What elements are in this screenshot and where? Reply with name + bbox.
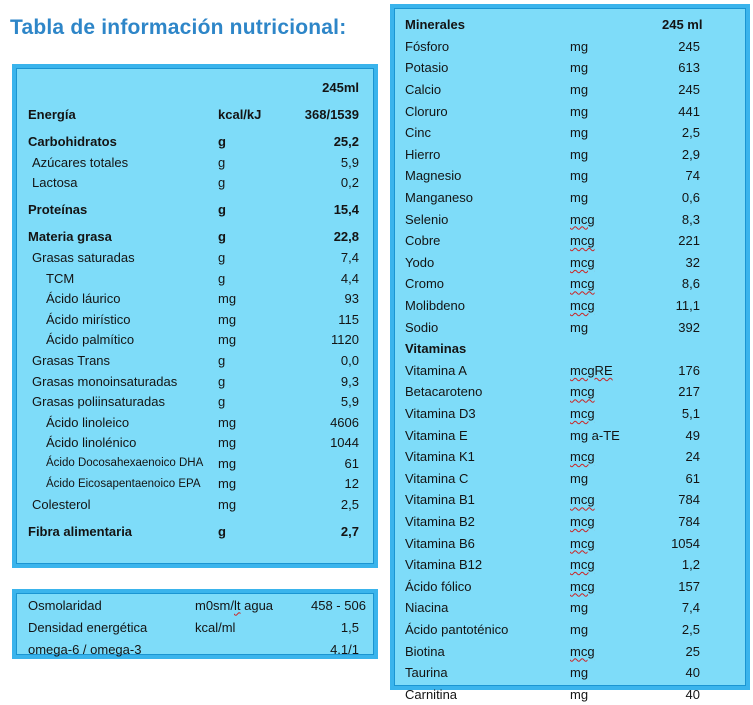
unit-cell: [570, 147, 662, 162]
value-cell: 7,4: [681, 600, 700, 616]
nutrient-label: Minerales: [405, 17, 465, 33]
value-cell: 5,9: [340, 394, 359, 410]
value-cell: 61: [344, 455, 359, 471]
unit-cell: [570, 212, 662, 227]
table-row: [16, 453, 374, 474]
value-cell: 245 ml: [662, 17, 703, 33]
table-row: [16, 77, 374, 98]
unit-text: mg: [570, 146, 589, 162]
table-row: [16, 288, 374, 309]
nutrient-label: Yodo: [405, 254, 435, 270]
unit-cell: [218, 312, 280, 327]
nutrient-label: omega-6 / omega-3: [28, 641, 142, 657]
value-cell: 8,6: [681, 276, 700, 292]
table-row: [16, 494, 374, 515]
unit-cell: [570, 39, 662, 54]
value-cell: 2,7: [340, 524, 359, 540]
unit-cell: [218, 332, 280, 347]
nutrient-label: Vitamina B12: [405, 557, 483, 573]
table-row: [394, 14, 746, 36]
unit-text: mcg: [570, 449, 595, 465]
table-row: [16, 474, 374, 495]
value-cell: 2,5: [340, 497, 359, 513]
nutrient-label: Ácido Docosahexaenoico DHA: [46, 457, 204, 470]
unit-cell: [218, 107, 280, 122]
unit-text: mcg: [570, 384, 595, 400]
unit-cell: [218, 415, 280, 430]
unit-cell: [570, 384, 662, 399]
unit-text: mg: [570, 621, 589, 637]
table-row: [394, 683, 746, 705]
value-cell: 1044: [330, 435, 359, 451]
value-cell: 40: [685, 665, 700, 681]
nutrient-label: Selenio: [405, 211, 449, 227]
unit-cell: [218, 524, 280, 539]
nutrient-label: Cromo: [405, 276, 445, 292]
unit-text: mg: [218, 311, 237, 327]
value-cell: 9,3: [340, 373, 359, 389]
table-row: [394, 532, 746, 554]
table-row: [394, 403, 746, 425]
unit-text-part: m0sm/: [195, 597, 234, 613]
nutrient-label: Grasas poliinsaturadas: [32, 394, 165, 410]
table-row: [394, 208, 746, 230]
value-cell: 8,3: [681, 211, 700, 227]
unit-text: mg: [570, 319, 589, 335]
table-row: [394, 230, 746, 252]
nutrient-label: Ácido mirístico: [46, 311, 131, 327]
nutrient-label: Fibra alimentaria: [28, 524, 133, 540]
nutrient-label: Vitamina B1: [405, 492, 475, 508]
table-row: [394, 252, 746, 274]
unit-text: mcgRE: [570, 362, 613, 378]
nutrient-label: Materia grasa: [28, 229, 112, 245]
minerals-vitamins-panel: [390, 4, 750, 702]
unit-text: mcg: [570, 492, 595, 508]
nutrient-label: Ácido linoleico: [46, 414, 130, 430]
table-row: [394, 144, 746, 166]
table-row: [394, 597, 746, 619]
nutrient-label: Carbohidratos: [28, 133, 117, 149]
osmolarity-panel: [12, 589, 378, 659]
nutrient-label: Vitamina E: [405, 427, 468, 443]
table-row: [16, 433, 374, 454]
nutrition-main-panel: [12, 64, 378, 568]
nutrient-label: Fósforo: [405, 38, 450, 54]
unit-text: g: [218, 229, 226, 245]
nutrient-label: Cloruro: [405, 103, 448, 119]
unit-cell: [570, 104, 662, 119]
nutrient-label: Manganeso: [405, 190, 473, 206]
unit-text: g: [218, 133, 226, 149]
unit-cell: [218, 435, 280, 450]
unit-cell: [218, 353, 280, 368]
value-cell: 5,1: [681, 405, 700, 421]
table-row: [394, 165, 746, 187]
unit-text: g: [218, 249, 226, 265]
unit-text-part: agua: [240, 597, 274, 613]
value-cell: 245ml: [322, 79, 359, 95]
table-row: [16, 412, 374, 433]
value-cell: 221: [678, 233, 700, 249]
unit-text: mg: [218, 414, 237, 430]
unit-text: mg: [218, 435, 237, 451]
table-row: [16, 172, 374, 193]
unit-cell: [570, 622, 662, 637]
value-cell: 1,2: [681, 557, 700, 573]
table-row: [16, 131, 374, 152]
unit-cell: [570, 536, 662, 551]
value-cell: 11,1: [675, 298, 700, 314]
value-cell: 217: [678, 384, 700, 400]
value-cell: 245: [678, 38, 700, 54]
value-cell: 1,5: [340, 619, 359, 635]
nutrient-label: Azúcares totales: [32, 154, 129, 170]
table-row: [394, 640, 746, 662]
nutrient-label: Proteínas: [28, 202, 88, 218]
nutrient-label: Cinc: [405, 125, 432, 141]
unit-text: g: [218, 394, 226, 410]
table-row: [394, 446, 746, 468]
unit-text: mcg: [570, 276, 595, 292]
table-row: [394, 424, 746, 446]
nutrient-label: Ácido linolénico: [46, 435, 137, 451]
nutrient-label: Cobre: [405, 233, 441, 249]
nutrient-label: Calcio: [405, 82, 442, 98]
unit-text: mg: [218, 497, 237, 513]
value-cell: 74: [685, 168, 700, 184]
unit-text: mcg: [570, 405, 595, 421]
table-row: [394, 619, 746, 641]
table-row: [394, 575, 746, 597]
unit-text: mcg: [570, 513, 595, 529]
value-cell: 0,2: [340, 175, 359, 191]
nutrient-label: Vitamina C: [405, 470, 469, 486]
value-cell: 613: [678, 60, 700, 76]
table-row: [394, 554, 746, 576]
unit-text: mcg: [570, 233, 595, 249]
unit-cell: [570, 82, 662, 97]
value-cell: 441: [678, 103, 700, 119]
unit-text: mcg: [570, 211, 595, 227]
nutrient-label: Osmolaridad: [28, 597, 102, 613]
unit-cell: [195, 598, 311, 613]
table-row: [16, 638, 374, 660]
unit-text: mg: [570, 38, 589, 54]
unit-text: mg: [570, 686, 589, 702]
unit-cell: [570, 233, 662, 248]
unit-text: mg a-TE: [570, 427, 620, 443]
nutrient-label: TCM: [46, 270, 75, 286]
table-row: [394, 381, 746, 403]
unit-cell: [218, 394, 280, 409]
table-row: [394, 662, 746, 684]
unit-cell: [570, 168, 662, 183]
table-row: [16, 199, 374, 220]
unit-text: mcg: [570, 557, 595, 573]
nutrient-label: Vitamina B6: [405, 535, 475, 551]
unit-text: mg: [218, 332, 237, 348]
table-row: [16, 594, 374, 616]
table-row: [16, 152, 374, 173]
value-cell: 2,9: [681, 146, 700, 162]
table-row: [394, 36, 746, 58]
table-row: [16, 247, 374, 268]
unit-text: mg: [218, 291, 237, 307]
table-row: [394, 316, 746, 338]
unit-text: mg: [218, 455, 237, 471]
value-cell: 12: [344, 476, 359, 492]
table-row: [394, 467, 746, 489]
unit-cell: [570, 644, 662, 659]
nutrient-label: Densidad energética: [28, 619, 148, 635]
table-row: [16, 104, 374, 125]
value-cell: 1054: [671, 535, 700, 551]
value-cell: 93: [344, 291, 359, 307]
table-row: [16, 371, 374, 392]
unit-text: [195, 598, 273, 613]
unit-cell: [570, 320, 662, 335]
unit-cell: [218, 497, 280, 512]
table-row: [16, 350, 374, 371]
value-cell: 4.1/1: [330, 641, 359, 657]
value-cell: 24: [685, 449, 700, 465]
unit-text: mg: [570, 82, 589, 98]
unit-text: g: [218, 202, 226, 218]
nutrient-label: Molibdeno: [405, 298, 465, 314]
table-row: [394, 511, 746, 533]
unit-text: mg: [570, 125, 589, 141]
nutrient-label: Vitamina B2: [405, 513, 475, 529]
nutrient-label: Vitamina D3: [405, 405, 476, 421]
unit-text: kcal/kJ: [218, 106, 262, 122]
value-cell: 15,4: [333, 202, 359, 218]
nutrient-label: Ácido Eicosapentaenoico EPA: [46, 477, 201, 490]
unit-text: mg: [218, 476, 237, 492]
table-row: [394, 187, 746, 209]
value-cell: 784: [678, 492, 700, 508]
nutrient-label: Magnesio: [405, 168, 462, 184]
value-cell: 157: [678, 578, 700, 594]
unit-cell: [570, 298, 662, 313]
unit-cell: [570, 363, 662, 378]
unit-text-part: lt: [234, 597, 241, 613]
unit-cell: [570, 600, 662, 615]
unit-cell: [570, 471, 662, 486]
unit-cell: [218, 476, 280, 491]
nutrient-label: Carnitina: [405, 686, 458, 702]
table-row: [394, 79, 746, 101]
unit-text: mg: [570, 168, 589, 184]
unit-cell: [570, 428, 662, 443]
value-cell: 0,0: [340, 352, 359, 368]
unit-text: g: [218, 352, 226, 368]
value-cell: 4606: [330, 414, 359, 430]
unit-text: g: [218, 175, 226, 191]
unit-cell: [570, 276, 662, 291]
nutrient-label: Grasas saturadas: [32, 249, 135, 265]
nutrient-label: Ácido fólico: [405, 578, 472, 594]
table-row: [16, 268, 374, 289]
nutrition-main-rows: [16, 77, 374, 542]
unit-cell: [218, 456, 280, 471]
value-cell: 392: [678, 319, 700, 335]
unit-cell: [218, 229, 280, 244]
table-row: [394, 57, 746, 79]
unit-cell: [570, 514, 662, 529]
value-cell: 0,6: [681, 190, 700, 206]
value-cell: 5,9: [340, 154, 359, 170]
table-row: [394, 295, 746, 317]
unit-cell: [218, 271, 280, 286]
unit-text: g: [218, 154, 226, 170]
value-cell: 2,5: [681, 125, 700, 141]
unit-cell: [218, 175, 280, 190]
nutrient-label: Sodio: [405, 319, 439, 335]
unit-text: g: [218, 270, 226, 286]
value-cell: 7,4: [340, 249, 359, 265]
unit-cell: [570, 449, 662, 464]
unit-text: kcal/ml: [195, 619, 236, 635]
table-row: [394, 100, 746, 122]
value-cell: 176: [678, 362, 700, 378]
nutrient-label: Grasas Trans: [32, 352, 111, 368]
unit-text: g: [218, 524, 226, 540]
nutrient-label: Ácido pantoténico: [405, 621, 509, 637]
nutrient-label: Colesterol: [32, 497, 91, 513]
nutrient-label: Biotina: [405, 643, 445, 659]
unit-text: mg: [570, 60, 589, 76]
value-cell: 784: [678, 513, 700, 529]
unit-text: mg: [570, 103, 589, 119]
nutrient-label: Potasio: [405, 60, 449, 76]
value-cell: 4,4: [340, 270, 359, 286]
table-row: [394, 360, 746, 382]
value-cell: 22,8: [333, 229, 359, 245]
table-row: [16, 391, 374, 412]
unit-cell: [218, 374, 280, 389]
unit-cell: [218, 134, 280, 149]
value-cell: 115: [338, 311, 359, 327]
unit-cell: [570, 255, 662, 270]
unit-cell: [570, 406, 662, 421]
unit-cell: [570, 60, 662, 75]
unit-cell: [570, 687, 662, 702]
nutrient-label: Niacina: [405, 600, 449, 616]
unit-cell: [218, 291, 280, 306]
value-cell: 245: [678, 82, 700, 98]
table-row: [16, 227, 374, 248]
unit-cell: [195, 620, 311, 635]
unit-cell: [570, 665, 662, 680]
value-cell: 25: [685, 643, 700, 659]
unit-text: g: [218, 373, 226, 389]
value-cell: 61: [685, 470, 700, 486]
unit-cell: [570, 492, 662, 507]
table-row: [394, 338, 746, 360]
value-cell: 368/1539: [304, 106, 359, 122]
unit-cell: [218, 250, 280, 265]
unit-text: mcg: [570, 643, 595, 659]
value-cell: 25,2: [333, 133, 359, 149]
unit-text: mg: [570, 190, 589, 206]
unit-text: mcg: [570, 298, 595, 314]
nutrient-label: Taurina: [405, 665, 448, 681]
nutrient-label: Grasas monoinsaturadas: [32, 373, 178, 389]
nutrient-label: Hierro: [405, 146, 441, 162]
nutrient-label: Lactosa: [32, 175, 78, 191]
value-cell: 2,5: [681, 621, 700, 637]
value-cell: 1120: [331, 332, 359, 348]
nutrient-label: Vitamina A: [405, 362, 467, 378]
unit-cell: [570, 125, 662, 140]
table-row: [16, 521, 374, 542]
nutrient-label: Ácido palmítico: [46, 332, 135, 348]
unit-text: mcg: [570, 535, 595, 551]
osmolarity-rows: [16, 594, 374, 660]
nutrient-label: Energía: [28, 106, 76, 122]
nutrient-label: Vitaminas: [405, 341, 467, 357]
unit-text: mg: [570, 665, 589, 681]
unit-text: mcg: [570, 578, 595, 594]
minerals-vitamins-rows: [394, 14, 746, 705]
unit-cell: [218, 155, 280, 170]
value-cell: 458 - 506: [311, 597, 366, 613]
value-cell: 49: [685, 427, 700, 443]
table-row: [394, 273, 746, 295]
unit-text: mcg: [570, 254, 595, 270]
nutrient-label: Ácido láurico: [46, 291, 121, 307]
page-title: Tabla de información nutricional:: [10, 16, 347, 39]
unit-cell: [570, 190, 662, 205]
unit-cell: [218, 202, 280, 217]
table-row: [394, 122, 746, 144]
table-row: [16, 309, 374, 330]
table-row: [16, 330, 374, 351]
table-row: [394, 489, 746, 511]
nutrient-label: Betacaroteno: [405, 384, 483, 400]
value-cell: 40: [685, 686, 700, 702]
unit-text: mg: [570, 470, 589, 486]
table-row: [16, 616, 374, 638]
unit-cell: [570, 579, 662, 594]
nutrient-label: Vitamina K1: [405, 449, 475, 465]
unit-cell: [570, 557, 662, 572]
unit-text: mg: [570, 600, 589, 616]
value-cell: 32: [685, 254, 700, 270]
